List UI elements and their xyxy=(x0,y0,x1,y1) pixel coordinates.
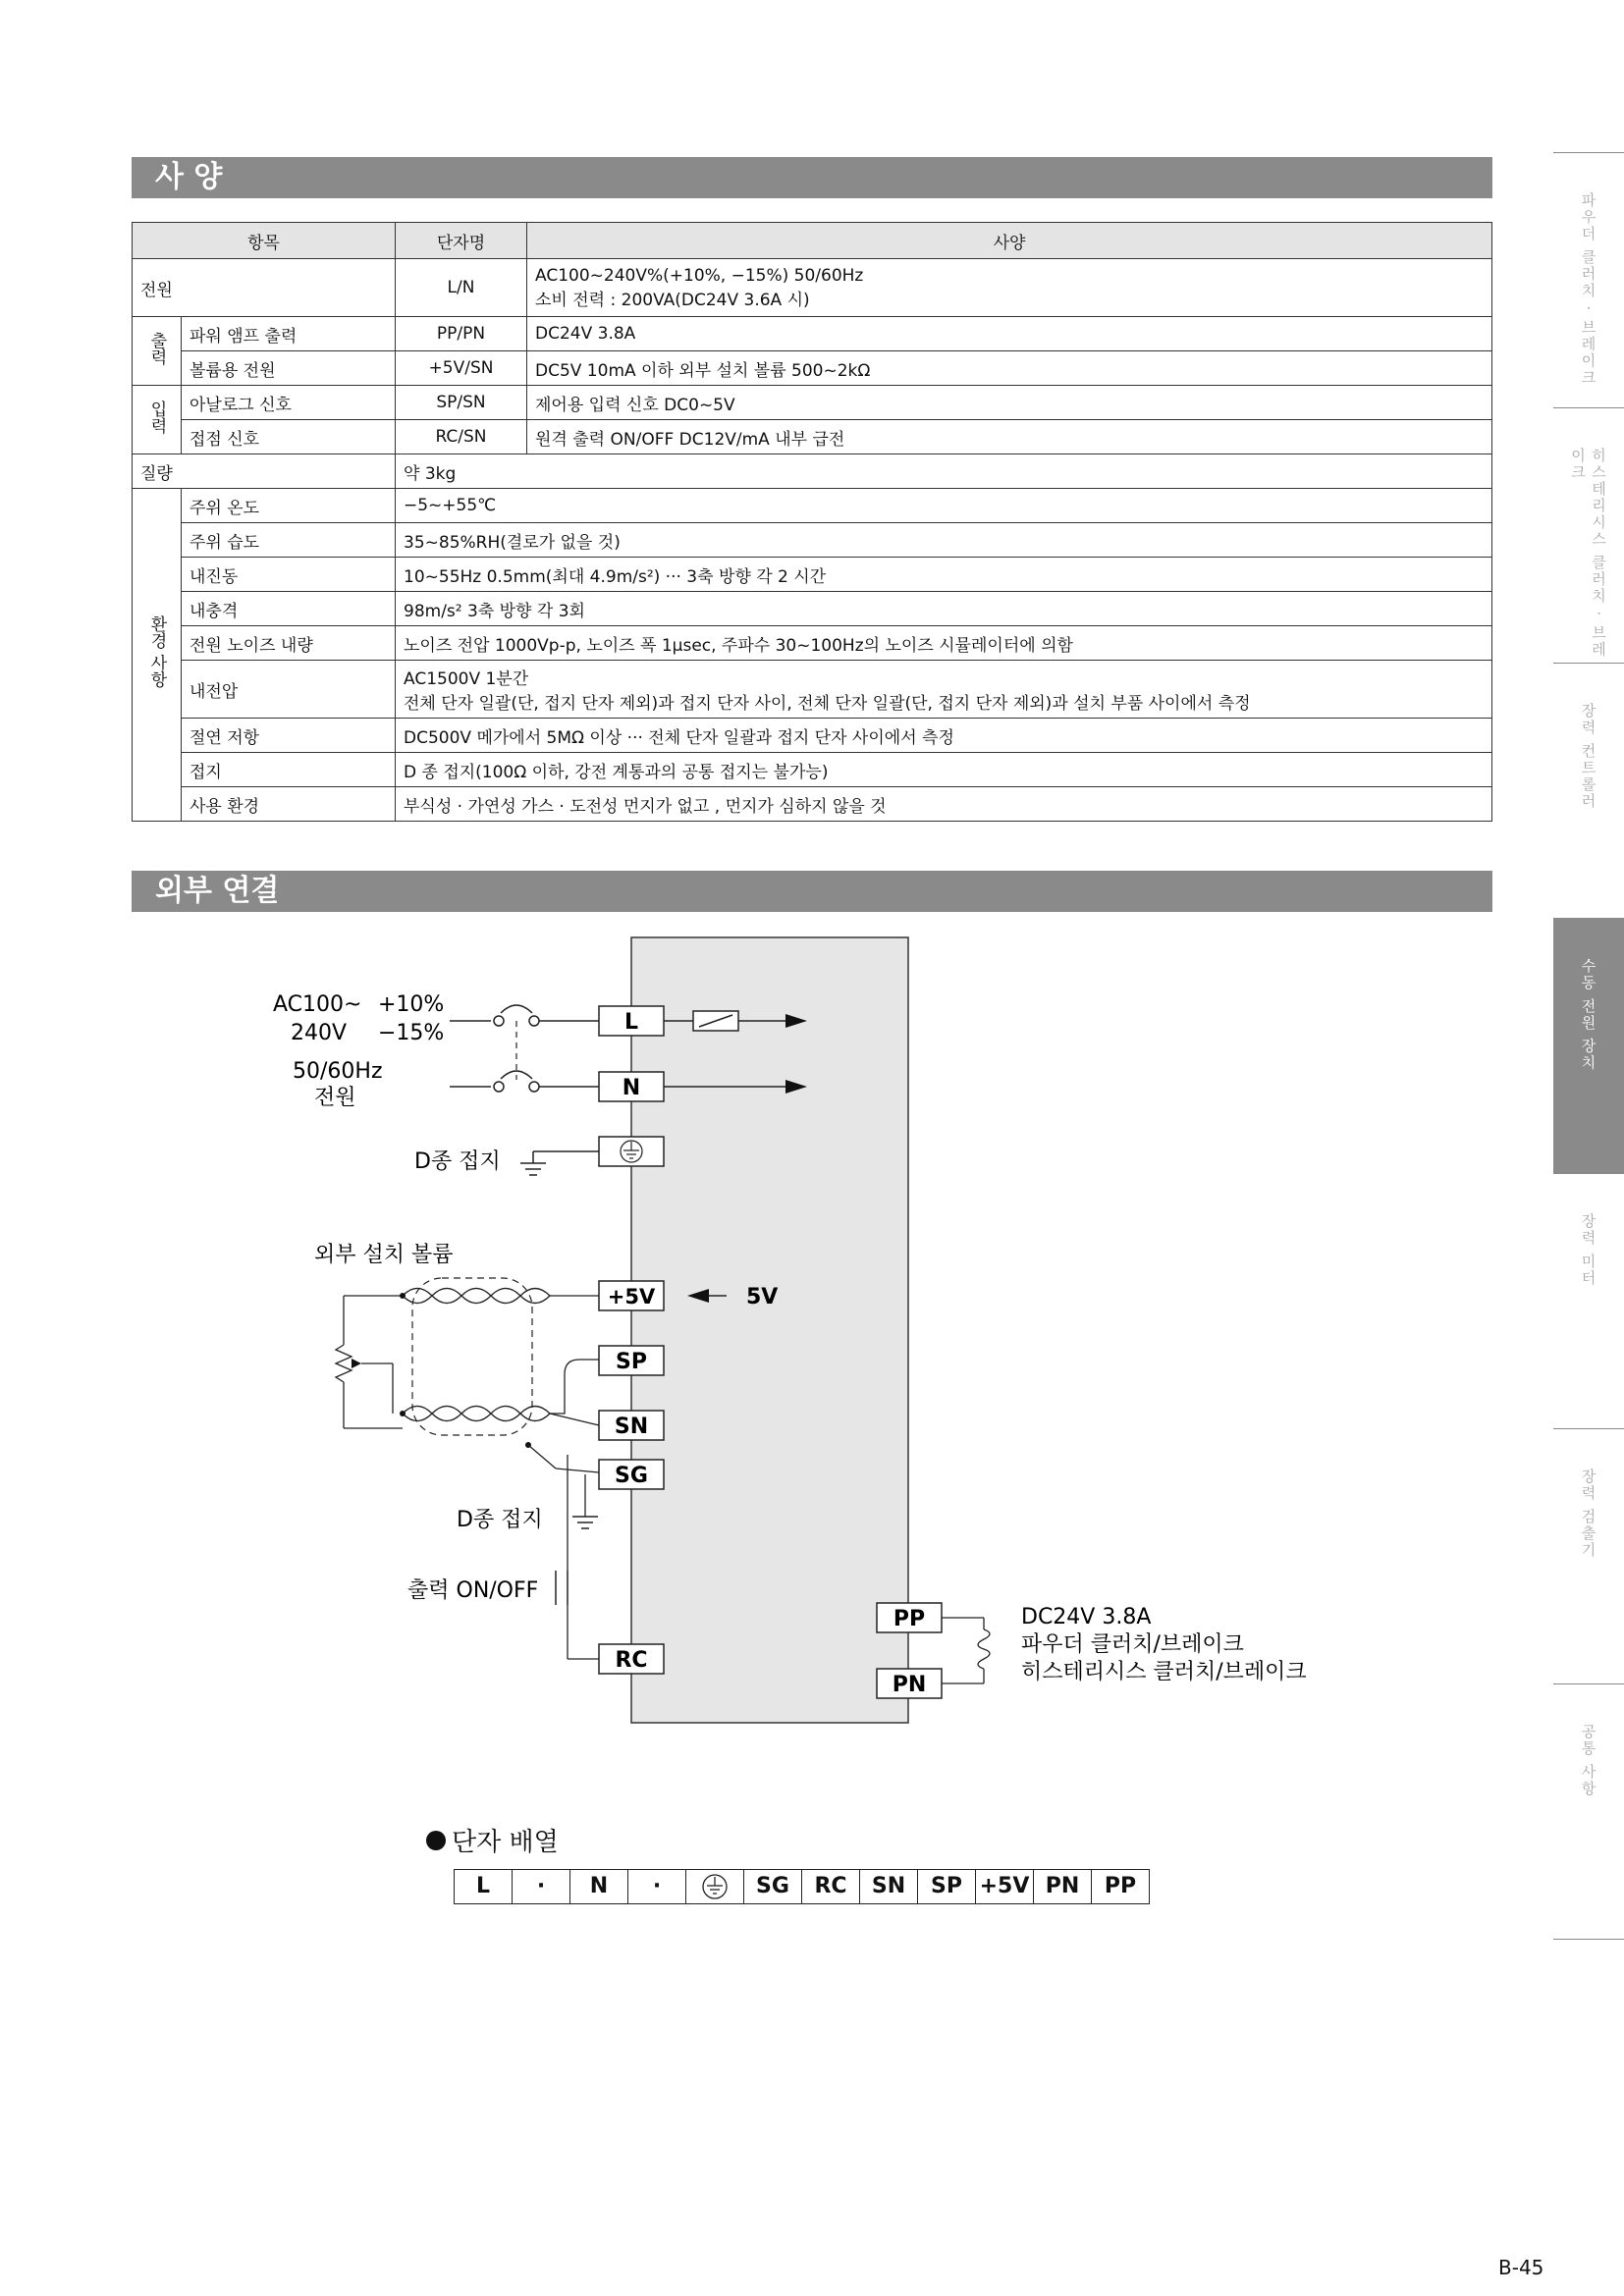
load-line1: DC24V 3.8A xyxy=(1021,1605,1152,1629)
wiring-diagram xyxy=(0,923,1375,1934)
terminal-array-title-text: 단자 배열 xyxy=(452,1828,559,1857)
row-terminal: +5V/SN xyxy=(396,351,527,386)
switch-contact-icon xyxy=(494,1016,504,1026)
row-spec: 부식성 · 가연성 가스 · 도전성 먼지가 없고 , 먼지가 심하지 않을 것 xyxy=(396,787,1492,822)
freq-label: 50/60Hz xyxy=(293,1059,383,1084)
table-row xyxy=(133,787,1492,822)
header-item: 항목 xyxy=(133,223,396,259)
spec-line: 전체 단자 일괄(단, 접지 단자 제외)과 접지 단자 사이, 전체 단자 일괄(단, 접지 단자 제외)과 설치 부품 사이에서 측정 xyxy=(404,694,1251,714)
row-label: 주위 습도 xyxy=(182,523,396,558)
side-tab-tension-detector[interactable]: 장력 검출기 xyxy=(1553,1428,1624,1683)
earth-icon xyxy=(700,1872,730,1901)
terminal-cell: N xyxy=(570,1870,628,1903)
connection-section-title: 외부 연결 xyxy=(132,871,1492,912)
unit-body xyxy=(631,937,908,1723)
table-row xyxy=(133,386,1492,420)
terminal-array-title xyxy=(426,1822,559,1858)
row-terminal: SP/SN xyxy=(396,386,527,420)
row-label: 내진동 xyxy=(182,558,396,592)
row-label: 내충격 xyxy=(182,592,396,626)
row-spec: −5~+55℃ xyxy=(396,489,1492,523)
terminal-cell: SN xyxy=(860,1870,918,1903)
five-v-label: 5V xyxy=(746,1285,779,1309)
side-tabs xyxy=(1553,152,1624,1941)
ac-label: AC100~ xyxy=(273,992,362,1017)
ac-minus: −15% xyxy=(378,1021,445,1045)
spec-section-title: 사 양 xyxy=(132,157,1492,198)
load-line2: 파우더 클러치/브레이크 xyxy=(1021,1632,1244,1657)
terminal-cell: SP xyxy=(918,1870,976,1903)
d-ground2-label: D종 접지 xyxy=(457,1508,543,1532)
side-tab-manual-power[interactable]: 수동 전원 장치 xyxy=(1553,918,1624,1173)
terminal-SN-label: SN xyxy=(614,1415,649,1439)
table-row xyxy=(133,489,1492,523)
output-onoff-label: 출력 ON/OFF xyxy=(407,1578,539,1603)
row-label: 전원 xyxy=(133,259,396,317)
spec-line: AC100~240V%(+10%, −15%) 50/60Hz xyxy=(535,265,864,286)
row-spec: DC500V 메가에서 5MΩ 이상 ··· 전체 단자 일괄과 접지 단자 사이에서 측정 xyxy=(396,719,1492,753)
header-spec: 사양 xyxy=(527,223,1492,259)
table-row xyxy=(133,719,1492,753)
switch-lever-icon xyxy=(501,1005,532,1013)
terminal-cell: L xyxy=(455,1870,513,1903)
row-spec: 제어용 입력 신호 DC0~5V xyxy=(527,386,1492,420)
terminal-RC-label: RC xyxy=(615,1648,648,1673)
ac-240: 240V xyxy=(291,1021,348,1045)
row-spec xyxy=(396,661,1492,719)
terminal-array xyxy=(454,1869,1150,1904)
coil-icon xyxy=(978,1629,990,1669)
row-terminal: PP/PN xyxy=(396,317,527,351)
d-ground-label: D종 접지 xyxy=(414,1149,501,1174)
terminal-N-label: N xyxy=(622,1076,641,1100)
bullet-icon xyxy=(426,1831,446,1850)
row-label: 전원 노이즈 내량 xyxy=(182,626,396,661)
power-word: 전원 xyxy=(314,1086,356,1110)
spec-line: 소비 전력 : 200VA(DC24V 3.6A 시) xyxy=(535,290,810,310)
terminal-cell: PP xyxy=(1104,1874,1137,1898)
spec-line: AC1500V 1분간 xyxy=(404,669,529,689)
row-label: 사용 환경 xyxy=(182,787,396,822)
row-spec: DC24V 3.8A xyxy=(527,317,1492,351)
row-spec: 약 3kg xyxy=(396,454,1492,489)
table-row xyxy=(133,420,1492,454)
row-spec xyxy=(527,259,1492,317)
row-spec: 노이즈 전압 1000Vp-p, 노이즈 폭 1μsec, 주파수 30~100Hz의 노이즈 시뮬레이터에 의함 xyxy=(396,626,1492,661)
table-row xyxy=(133,626,1492,661)
table-row xyxy=(133,523,1492,558)
table-row xyxy=(133,454,1492,489)
table-row xyxy=(133,753,1492,787)
row-label: 접점 신호 xyxy=(182,420,396,454)
terminal-PN-label: PN xyxy=(892,1673,927,1697)
spec-table-header xyxy=(133,223,1492,259)
terminal-cell: · xyxy=(628,1870,686,1903)
terminal-SP-label: SP xyxy=(616,1350,647,1374)
load-line3: 히스테리시스 클러치/브레이크 xyxy=(1021,1660,1307,1684)
terminal-PP-label: PP xyxy=(893,1607,926,1631)
terminal-L-label: L xyxy=(623,1010,639,1035)
group-environment: 환경 사항 xyxy=(133,489,182,822)
row-spec: 35~85%RH(결로가 없을 것) xyxy=(396,523,1492,558)
row-label: 내전압 xyxy=(182,661,396,719)
row-label: 주위 온도 xyxy=(182,489,396,523)
table-row xyxy=(133,259,1492,317)
table-row xyxy=(133,351,1492,386)
terminal-cell: +5V xyxy=(976,1870,1034,1903)
row-spec: 원격 출력 ON/OFF DC12V/mA 내부 급전 xyxy=(527,420,1492,454)
side-tabs-end xyxy=(1553,1939,1624,1941)
side-tab-tension-meter[interactable]: 장력 미터 xyxy=(1553,1173,1624,1428)
row-spec: DC5V 10mA 이하 외부 설치 볼륨 500~2kΩ xyxy=(527,351,1492,386)
row-label: 볼륨용 전원 xyxy=(182,351,396,386)
row-label: 파워 앰프 출력 xyxy=(182,317,396,351)
row-label: 절연 저항 xyxy=(182,719,396,753)
table-row xyxy=(133,592,1492,626)
side-tab-powder-clutch[interactable]: 파우더 클러치 · 브레이크 xyxy=(1553,152,1624,407)
terminal-cell: RC xyxy=(802,1870,860,1903)
terminal-5v-label: +5V xyxy=(607,1285,656,1308)
table-row xyxy=(133,317,1492,351)
header-terminal: 단자명 xyxy=(396,223,527,259)
row-spec: 98m/s² 3축 방향 각 3회 xyxy=(396,592,1492,626)
terminal-cell: · xyxy=(513,1870,570,1903)
table-row xyxy=(133,661,1492,719)
row-spec: 10~55Hz 0.5mm(최대 4.9m/s²) ··· 3축 방향 각 2 시간 xyxy=(396,558,1492,592)
spec-table xyxy=(132,222,1492,822)
side-tab-tension-controller[interactable]: 장력 컨트롤러 xyxy=(1553,663,1624,918)
terminal-cell: SG xyxy=(744,1870,802,1903)
page-number: B-45 xyxy=(1498,2256,1544,2279)
row-terminal: RC/SN xyxy=(396,420,527,454)
row-terminal: L/N xyxy=(396,259,527,317)
terminal-SG-label: SG xyxy=(615,1464,648,1488)
row-spec: D 종 접지(100Ω 이하, 강전 계통과의 공통 접지는 불가능) xyxy=(396,753,1492,787)
switch-contact-icon xyxy=(494,1082,504,1092)
row-label: 질량 xyxy=(133,454,396,489)
group-input: 입력 xyxy=(133,386,182,454)
group-output: 출력 xyxy=(133,317,182,386)
side-tab-common[interactable]: 공통 사항 xyxy=(1553,1683,1624,1939)
row-label: 접지 xyxy=(182,753,396,787)
side-tab-hysteresis-clutch[interactable]: 히스테리시스 클러치 · 브레이크 xyxy=(1553,407,1624,663)
table-row xyxy=(133,558,1492,592)
terminal-cell xyxy=(686,1870,744,1903)
potentiometer-icon xyxy=(336,1345,352,1382)
ext-volume-label: 외부 설치 볼륨 xyxy=(314,1243,454,1267)
row-label: 아날로그 신호 xyxy=(182,386,396,420)
terminal-cell: PN xyxy=(1034,1870,1092,1903)
ac-plus: +10% xyxy=(378,992,445,1017)
